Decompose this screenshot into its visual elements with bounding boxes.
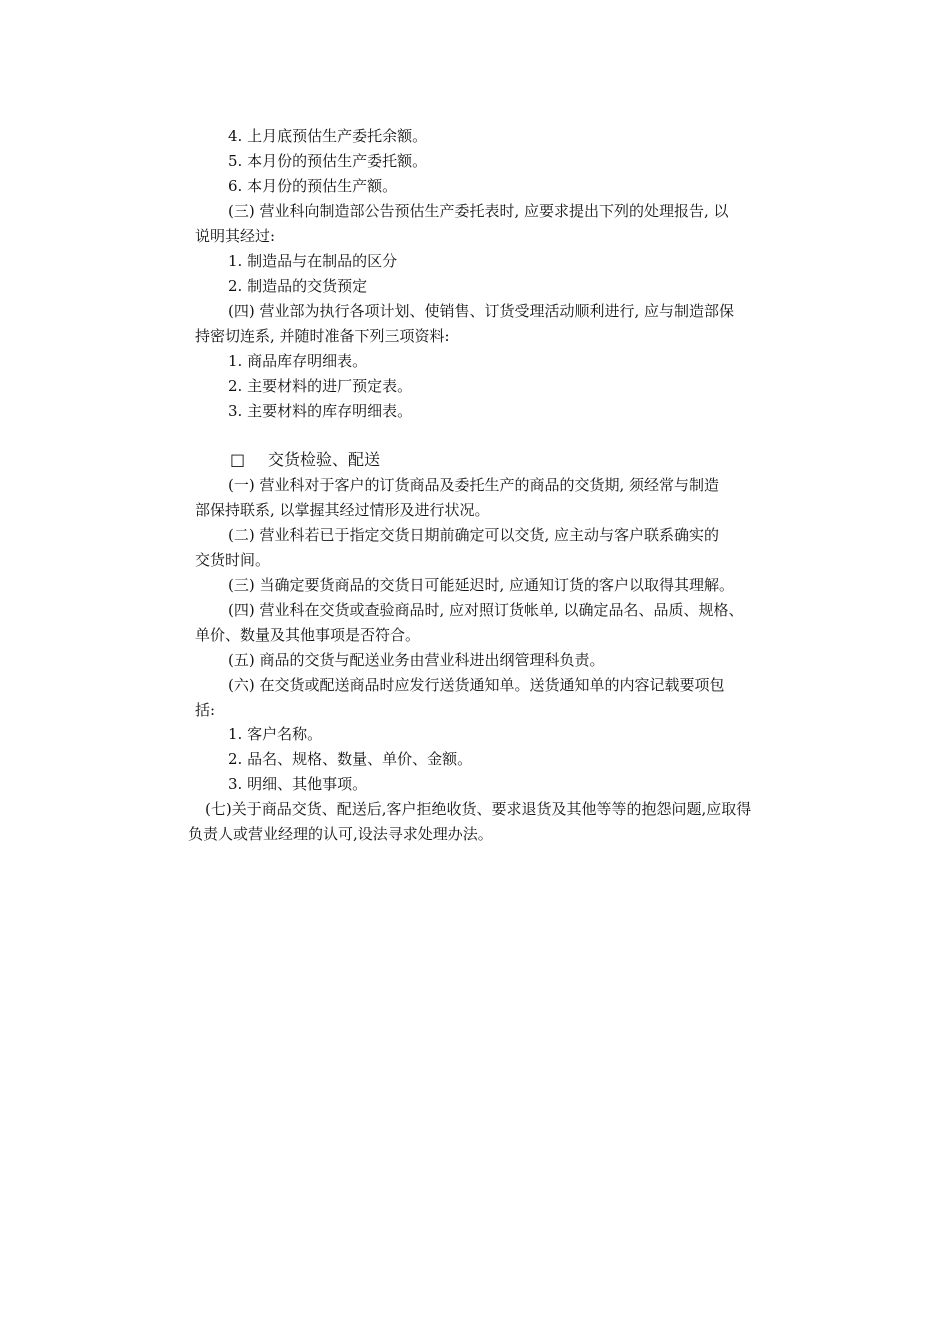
paragraph-line: 单价、数量及其他事项是否符合。 [195, 626, 421, 644]
list-item: 6. 本月份的预估生产额。 [228, 177, 398, 195]
paragraph-line: (六) 在交货或配送商品时应发行送货通知单。送货通知单的内容记载要项包 [228, 676, 725, 694]
section-heading [230, 450, 380, 470]
list-item: 1. 客户名称。 [228, 725, 323, 743]
paragraph-line: (四) 营业科在交货或查验商品时, 应对照订货帐单, 以确定品名、品质、规格、 [228, 601, 744, 619]
paragraph-line: (四) 营业部为执行各项计划、使销售、订货受理活动顺利进行, 应与制造部保 [228, 302, 735, 320]
paragraph-line: 说明其经过: [195, 227, 276, 245]
paragraph-line: 负责人或营业经理的认可,设法寻求处理办法。 [188, 825, 493, 843]
list-item: 2. 主要材料的进厂预定表。 [228, 377, 413, 395]
paragraph-line: (一) 营业科对于客户的订货商品及委托生产的商品的交货期, 须经常与制造 [228, 476, 720, 494]
checkbox-square-icon: □ [230, 450, 246, 469]
list-item: 3. 明细、其他事项。 [228, 775, 368, 793]
list-item: 1. 制造品与在制品的区分 [228, 252, 398, 270]
list-item: 2. 制造品的交货预定 [228, 277, 368, 295]
list-item: 2. 品名、规格、数量、单价、金额。 [228, 750, 473, 768]
list-item: 1. 商品库存明细表。 [228, 352, 368, 370]
list-item: 4. 上月底预估生产委托余额。 [228, 127, 428, 145]
list-item: 3. 主要材料的库存明细表。 [228, 402, 413, 420]
paragraph-line: 持密切连系, 并随时准备下列三项资料: [195, 327, 450, 345]
section-title: 交货检验、配送 [268, 450, 381, 469]
paragraph-line: (三) 当确定要货商品的交货日可能延迟时, 应通知订货的客户以取得其理解。 [228, 576, 735, 594]
paragraph-line: (七)关于商品交货、配送后,客户拒绝收货、要求退货及其他等等的抱怨问题,应取得 [205, 800, 752, 818]
paragraph-line: 交货时间。 [195, 551, 271, 569]
paragraph-line: (五) 商品的交货与配送业务由营业科进出纲管理科负责。 [228, 651, 605, 669]
paragraph-line: (三) 营业科向制造部公告预估生产委托表时, 应要求提出下列的处理报告, 以 [228, 202, 729, 220]
paragraph-line: 括: [195, 701, 216, 719]
paragraph-line: (二) 营业科若已于指定交货日期前确定可以交货, 应主动与客户联系确实的 [228, 526, 720, 544]
paragraph-line: 部保持联系, 以掌握其经过情形及进行状况。 [195, 501, 490, 519]
list-item: 5. 本月份的预估生产委托额。 [228, 152, 428, 170]
